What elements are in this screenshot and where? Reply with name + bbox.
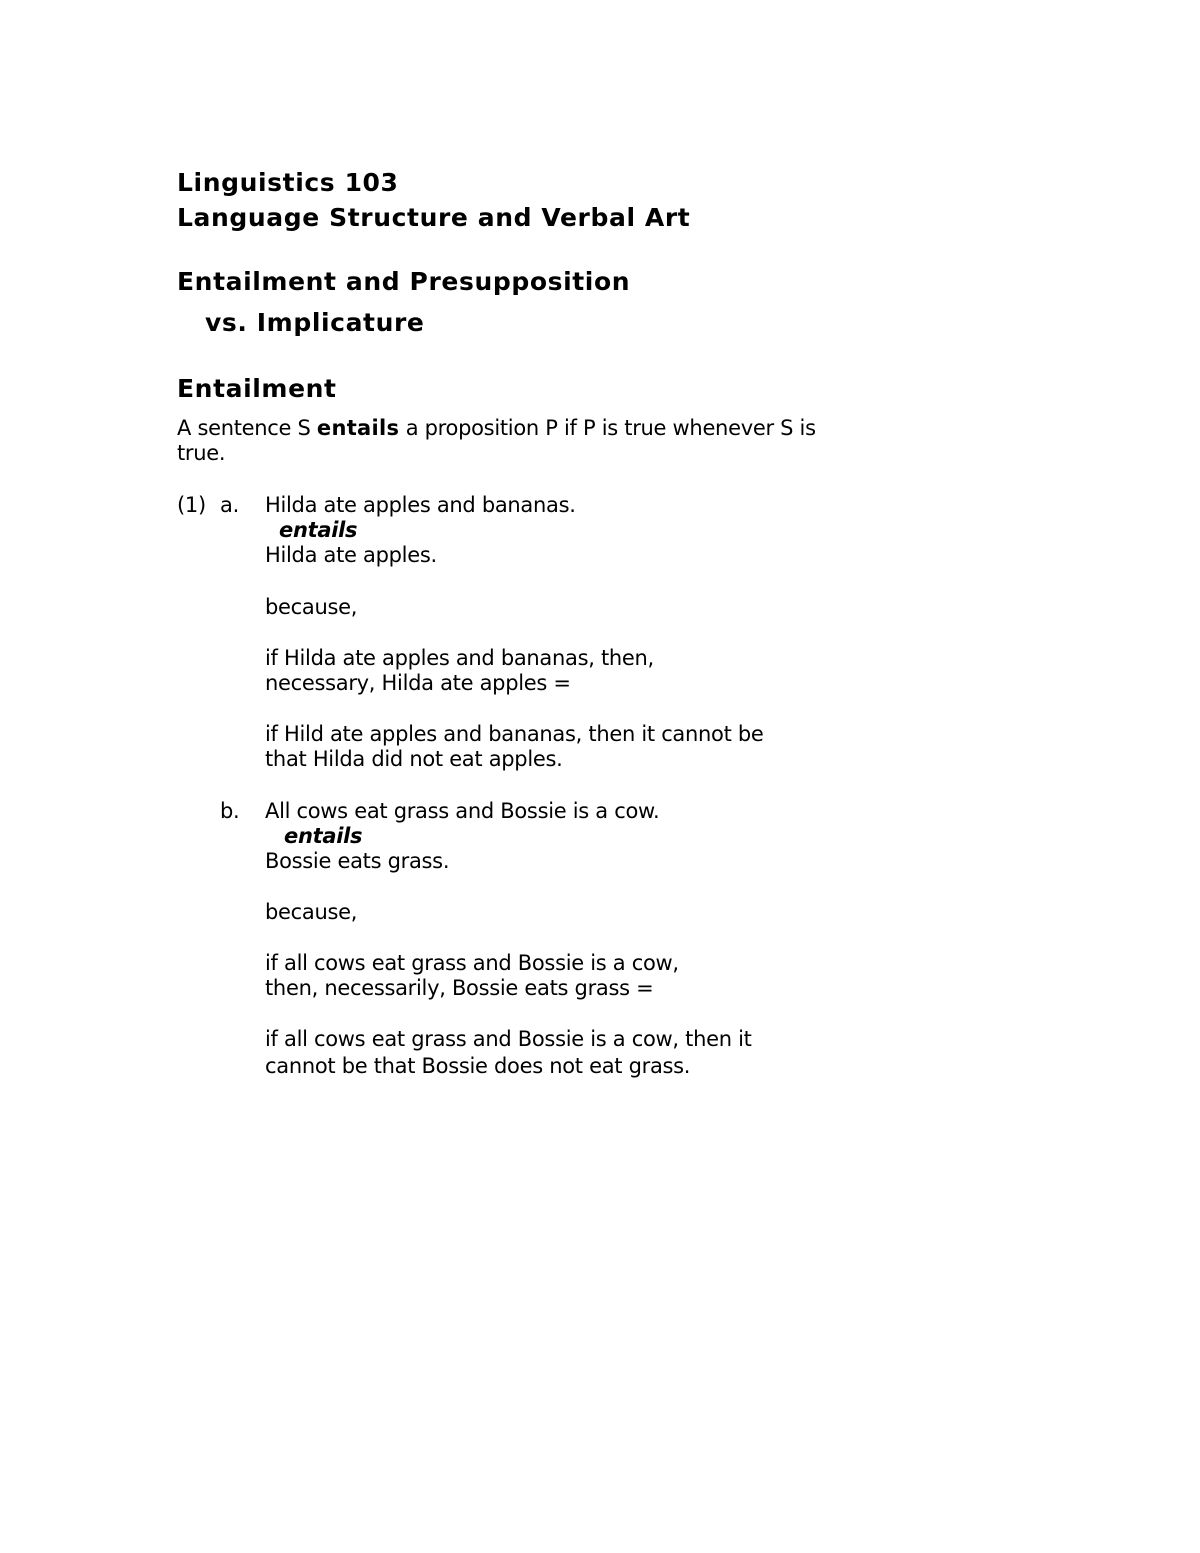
example-a-label: a.: [220, 493, 239, 517]
course-number: Linguistics 103: [177, 168, 399, 197]
definition-term: entails: [316, 416, 400, 440]
example-b-label: b.: [220, 799, 240, 823]
definition-after: a proposition P if P is true whenever S is: [399, 416, 816, 440]
example-b-para1-line2: then, necessarily, Bossie eats grass =: [265, 976, 654, 1000]
example-b-because: because,: [265, 900, 358, 924]
topic-line-2: vs. Implicature: [205, 308, 425, 337]
definition-before: A sentence S: [177, 416, 317, 440]
example-b-conclusion: Bossie eats grass.: [265, 849, 450, 873]
example-a-para2-line2: that Hilda did not eat apples.: [265, 747, 563, 771]
example-b-para2-line1: if all cows eat grass and Bossie is a cow, then it: [265, 1027, 752, 1051]
topic-line-1: Entailment and Presupposition: [177, 267, 631, 296]
definition-line-2: true.: [177, 441, 226, 465]
course-title: Language Structure and Verbal Art: [177, 203, 691, 232]
example-b-para2-line2: cannot be that Bossie does not eat grass.: [265, 1054, 691, 1078]
example-a-relation: entails: [279, 518, 358, 542]
example-a-para2-line1: if Hild ate apples and bananas, then it cannot be: [265, 722, 764, 746]
example-a-because: because,: [265, 595, 358, 619]
example-a-para1-line2: necessary, Hilda ate apples =: [265, 671, 571, 695]
example-a-para1-line1: if Hilda ate apples and bananas, then,: [265, 646, 654, 670]
section-title: Entailment: [177, 374, 337, 403]
example-a-conclusion: Hilda ate apples.: [265, 543, 437, 567]
example-a-premise: Hilda ate apples and bananas.: [265, 493, 576, 517]
example-b-relation: entails: [284, 824, 363, 848]
example-number: (1): [177, 493, 206, 517]
definition-line-1: [177, 416, 816, 441]
example-b-para1-line1: if all cows eat grass and Bossie is a cow,: [265, 951, 679, 975]
example-b-premise: All cows eat grass and Bossie is a cow.: [265, 799, 660, 823]
